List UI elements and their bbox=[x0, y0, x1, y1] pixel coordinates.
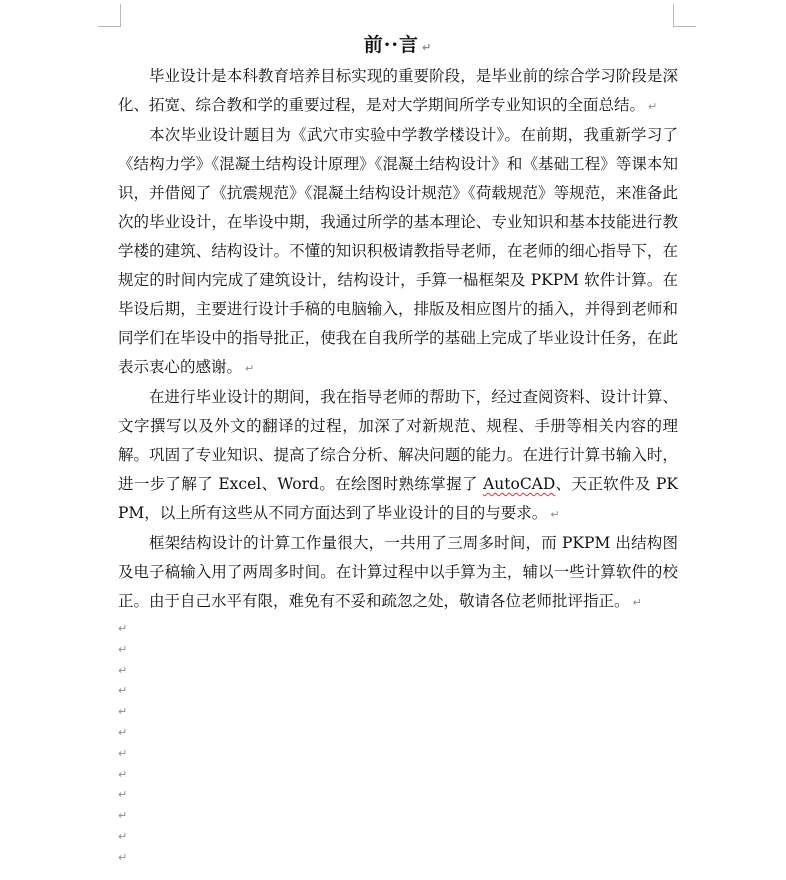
empty-paragraphs bbox=[118, 619, 678, 869]
top-left-crop-mark bbox=[98, 4, 121, 27]
empty-paragraph-mark-icon: ↵ bbox=[118, 809, 128, 823]
paragraph-3-text-before: 在进行毕业设计的期间，我在指导老师的帮助下，经过查阅资料、设计计算、文字撰写以及外文的翻译的过程，加深了对新规范、规程、手册等相关内容的理解。巩固了专业知识、提高了综合分析、解决问题的能力。在进行计算书输入时，进一步了解了 Excel、Word。在绘图时熟练掌握了 bbox=[118, 388, 678, 493]
paragraph-mark-icon: ↵ bbox=[632, 596, 642, 609]
title-text: 前··言 bbox=[363, 34, 419, 56]
paragraph-mark-icon: ↵ bbox=[245, 362, 255, 375]
paragraph-3 bbox=[118, 383, 678, 529]
paragraph-mark-icon: ↵ bbox=[550, 508, 560, 521]
empty-paragraph-mark-icon: ↵ bbox=[118, 850, 128, 864]
paragraph-2 bbox=[118, 121, 678, 383]
empty-paragraph-mark-icon: ↵ bbox=[118, 684, 128, 698]
empty-paragraph-mark-icon: ↵ bbox=[118, 767, 128, 781]
top-right-crop-mark bbox=[673, 4, 696, 27]
empty-paragraph-mark-icon: ↵ bbox=[118, 663, 128, 677]
paragraph-mark-icon: ↵ bbox=[422, 41, 433, 54]
paragraph-3-text-after: 、天正软件及 PKPM，以上所有这些从不同方面达到了毕业设计的目的与要求。 bbox=[118, 475, 679, 522]
empty-paragraph-mark-icon: ↵ bbox=[118, 622, 128, 635]
paragraph-4-text: 框架结构设计的计算工作量很大，一共用了三周多时间，而 PKPM 出结构图及电子稿输入用了两周多时间。在计算过程中以手算为主，辅以一些计算软件的校正。由于自己水平有限，难免有不妥和疏忽之处，敬请各位老师批评指正。 bbox=[118, 534, 678, 610]
empty-paragraph-mark-icon: ↵ bbox=[118, 642, 128, 656]
empty-paragraph-mark-icon: ↵ bbox=[118, 829, 128, 843]
empty-paragraph-mark-icon: ↵ bbox=[118, 788, 128, 802]
spellcheck-flagged-word[interactable]: AutoCAD bbox=[483, 475, 556, 493]
empty-paragraph-mark-icon: ↵ bbox=[118, 725, 128, 739]
paragraph-4 bbox=[118, 529, 678, 617]
paragraph-1 bbox=[118, 62, 678, 121]
document-body[interactable] bbox=[118, 30, 678, 869]
empty-paragraph-mark-icon: ↵ bbox=[118, 746, 128, 760]
paragraph-2-text: 本次毕业设计题目为《武穴市实验中学教学楼设计》。在前期，我重新学习了《结构力学》《混凝土结构设计原理》《混凝土结构设计》和《基础工程》等课本知识，并借阅了《抗震规范》《混凝土结构设计规范》《荷载规范》等规范，来准备此次的毕业设计，在毕设中期，我通过所学的基本理论、专业知识和基本技能进行教学楼的建筑、结构设计。不懂的知识积极请教指导老师，在老师的细心指导下，在规定的时间内完成了建筑设计，结构设计，手算一榀框架及 PKPM 软件计算。在毕设后期，主要进行设计手稿的电脑输入，排版及相应图片的插入，并得到老师和同学们在毕设中的指导批正，使我在自我所学的基础上完成了毕业设计任务，在此表示衷心的感谢。 bbox=[118, 126, 678, 376]
empty-paragraph-mark-icon: ↵ bbox=[118, 705, 128, 719]
paragraph-1-text: 毕业设计是本科教育培养目标实现的重要阶段，是毕业前的综合学习阶段是深化、拓宽、综合教和学的重要过程，是对大学期间所学专业知识的全面总结。 bbox=[118, 67, 678, 114]
page-title bbox=[118, 30, 678, 60]
paragraph-mark-icon: ↵ bbox=[648, 100, 658, 113]
